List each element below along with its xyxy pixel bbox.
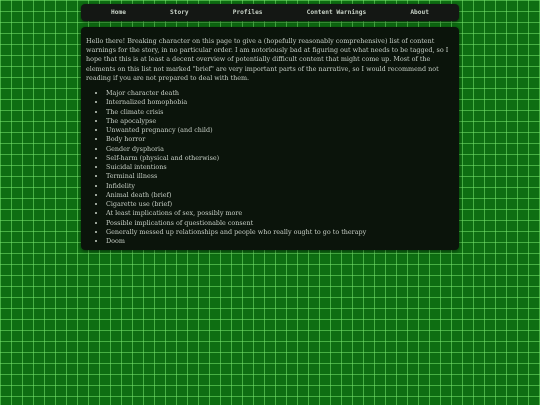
list-item: • Major character death xyxy=(106,89,453,98)
nav-link-profiles[interactable]: Profiles xyxy=(232,9,263,16)
nav-link-about[interactable]: About xyxy=(410,9,429,16)
list-item: • Cigarette use (brief) xyxy=(106,200,453,209)
content-warnings-list xyxy=(86,89,453,246)
list-item: • The climate crisis xyxy=(106,108,453,117)
list-item: • Gender dysphoria xyxy=(106,145,453,154)
list-item: • Terminal illness xyxy=(106,172,453,181)
list-item: • Suicidal intentions xyxy=(106,163,453,172)
list-item: • Body horror xyxy=(106,135,453,144)
list-item: • Animal death (brief) xyxy=(106,191,453,200)
nav-link-story[interactable]: Story xyxy=(170,9,189,16)
nav-link-content-warnings[interactable]: Content Warnings xyxy=(306,9,367,16)
intro-paragraph: Hello there! Breaking character on this page to give a (hopefully reasonably comprehensive) list of content warnings for the story, in no particular order. I am notoriously bad at figuring out what needs to be tagged, so I hope that this is at least a decent overview of potentially difficult content that might come up. Most of the elements on this list not marked "brief" are very important parts of the narrative, so I would recommend not reading if you are not prepared to deal with them. xyxy=(86,37,449,82)
list-item: • Self-harm (physical and otherwise) xyxy=(106,154,453,163)
top-navigation-bar xyxy=(81,4,459,21)
list-item: • At least implications of sex, possibly more xyxy=(106,209,453,218)
list-item: • Possible implications of questionable consent xyxy=(106,219,453,228)
content-warnings-panel xyxy=(81,27,459,250)
list-item: • Unwanted pregnancy (and child) xyxy=(106,126,453,135)
list-item: • The apocalypse xyxy=(106,117,453,126)
nav-link-home[interactable]: Home xyxy=(111,9,126,16)
list-item: • Infidelity xyxy=(106,182,453,191)
list-item: • Internalized homophobia xyxy=(106,98,453,107)
list-item: • Generally messed up relationships and people who really ought to go to therapy xyxy=(106,228,453,237)
list-item: • Doom xyxy=(106,237,453,246)
